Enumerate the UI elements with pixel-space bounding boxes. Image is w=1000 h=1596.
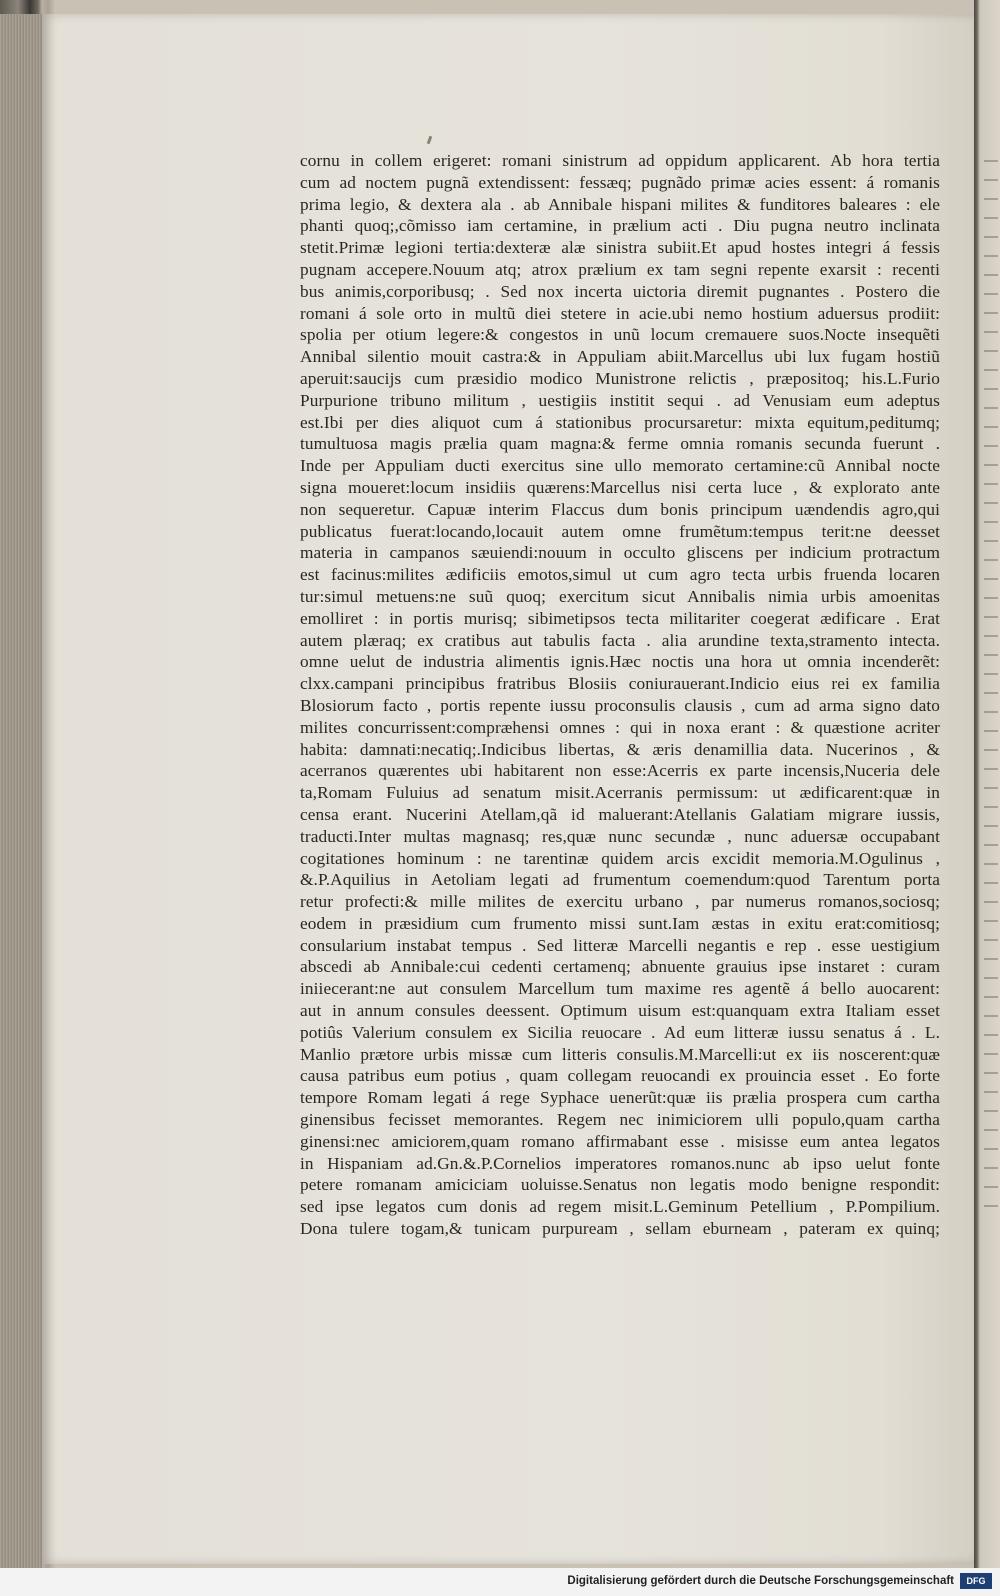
text-line: traducti.Inter multas magnasq; res,quæ nunc secundæ , nunc aduersæ occupabant [300,826,940,846]
text-line: censa erant. Nucerini Atellam,qã id maluerant:Atellanis Galatiam migrare iussis, [300,804,940,824]
text-line: cum ad noctem pugnã extendissent: fessæq; pugnãdo primæ acies essent: á romanis [300,172,940,192]
text-line: omne uelut de industria alimentis ignis.Hæc noctis una hora ut omnia incenderẽt: [300,652,940,672]
text-line: tur:simul metuens:ne suũ quoq; exercitum sicut Annibalis nimia urbis amoenitas [300,586,940,606]
text-line: cornu in collem erigeret: romani sinistrum ad oppidum applicarent. Ab hora tertia [300,151,940,170]
text-line: consularium instabat tempus . Sed litteræ Marcelli negantis e rep . esse uestigium [300,935,940,955]
text-line: autem plæraq; ex cratibus aut tabulis facta . alia arundine texta,stramento intecta. [300,630,940,650]
text-line: ginensi:nec amiciorem,quam romano affirmabant esse . misisse eum antea legatos [300,1131,940,1151]
text-line: Dona tulere togam,& tunicam purpuream , sellam eburneam , pateram ex quinq; [300,1219,940,1239]
text-line: clxx.campani principibus fratribus Blosiis coniurauerant.Indicio eius rei ex familia [300,674,940,694]
text-line: acerranos quærentes ubi habitarent non esse:Acerris ex parte incensis,Nuceria dele [300,761,940,781]
text-line: romani á sole orto in multũ diei stetere in acie.ubi nemo hostium aduersus prodiit: [300,303,940,323]
footer-bar [0,1568,1000,1596]
text-line: stetit.Primæ legioni tertia:dexteræ alæ sinistra subiit.Et apud hostes integri á fessis [300,238,940,258]
text-block [300,150,940,1240]
text-line: ginensibus fecisset memorantes. Regem nec inimiciorem ulli populo,quam cartha [300,1110,940,1130]
text-line: Inde per Appuliam ducti exercitus sine ullo memorato certamine:cũ Annibal nocte [300,456,940,476]
text-line: habita: damnati:necatiq;.Indicibus libertas, & æris denamillia data. Nucerinos , & [300,739,940,759]
dfg-logo-icon: DFG [960,1573,992,1589]
text-line: Annibal silentio mouit castra:& in Appuliam abiit.Marcellus ubi lux fugam hostiũ [300,347,940,367]
text-line: in Hispaniam ad.Gn.&.P.Cornelios imperatores romanos.nunc ab ipso uelut fonte [300,1153,940,1173]
text-line: sed ipse legatos cum donis ad regem misit.L.Geminum Petellium , P.Pompilium. [300,1197,940,1217]
text-line: Purpurione tribuno militum , uestigiis institit sequi . ad Venusiam eum adeptus [300,390,940,410]
text-line: milites concurrissent:compræhensi omnes : qui in noxa erant : & quæstione acriter [300,717,940,737]
text-line: est facinus:milites ædificiis emotos,simul ut cum agro tecta urbis fruenda locaren [300,565,940,585]
text-line: potiûs Valerium consulem ex Sicilia reuocare . Ad eum litteræ iussu senatus á . L. [300,1022,940,1042]
facing-page-edge [974,0,1000,1568]
text-line: tumultuosa magis prælia quam magna:& ferme omnia romanis secunda fuerunt . [300,434,940,454]
text-line: iniiecerant:ne aut consulem Marcellum tum maxime res agentẽ á bello auocarent: [300,979,940,999]
text-line: signa moueret:locum insidiis quærens:Marcellus nisi certa luce , & explorato ante [300,477,940,497]
text-line: emolliret : in portis murisq; sibimetipsos tecta militariter coegerat ædificare . Erat [300,608,940,628]
text-line: prima legio, & dextera ala . ab Annibale hispani milites & funditores baleares : ele [300,194,940,214]
text-line: Manlio prætore urbis missæ cum litteris consulis.M.Marcelli:ut ex iis noscerent:quæ [300,1044,940,1064]
text-line: non sequeretur. Capuæ interim Flaccus dum bonis principum uændendis agro,qui [300,499,940,519]
text-line: publicatus fuerat:locando,locauit autem omne frumẽtum:tempus terit:ne deesset [300,521,940,541]
text-line: pugnam accepere.Nouum atq; atrox prælium ex tam segni repente exarsit : recenti [300,259,940,279]
text-line: phanti quoq;,cõmisso iam certamine, in prælium acti . Diu pugna neutro inclinata [300,216,940,236]
text-line: spolia per otium legere:& congestos in unũ locum cremauere suos.Nocte insequẽti [300,325,940,345]
book-edge [0,14,42,1568]
text-line: bus animis,corporibusq; . Sed nox incerta uictoria diremit pugnantes . Postero die [300,281,940,301]
text-line: abscedi ab Annibale:cui cedenti certamenq; abnuente grauius ipse instaret : curam [300,957,940,977]
text-line: petere romanam amiciciam uoluisse.Senatus non legatis modo benigne respondit: [300,1175,940,1195]
text-line: &.P.Aquilius in Aetoliam legati ad frumentum coemendum:quod Tarentum porta [300,870,940,890]
text-line: ta,Romam Fuluius ad senatum misit.Acerranis permissum: ut ædificarent:quæ in [300,783,940,803]
ink-mark [427,136,433,145]
footer-credit: Digitalisierung gefördert durch die Deutsche Forschungsgemeinschaft [567,1575,954,1587]
text-line: cogitationes hominum : ne tarentinæ quidem arcis excidit memoria.M.Ogulinus , [300,848,940,868]
text-line: aut in annum consules deessent. Optimum uisum est:quanquam extra Italiam esset [300,1001,940,1021]
text-line: tempore Romam legati á rege Syphace uenerũt:quæ iis prælia prospera cum cartha [300,1088,940,1108]
text-line: causa patribus eum potius , quam collegam reuocandi ex prouincia esset . Eo forte [300,1066,940,1086]
text-line: est.Ibi per dies aliquot cum á stationibus procursaretur: mixta equitum,peditumq; [300,412,940,432]
text-line: materia in campanos sæuiendi:nouum in occulto gliscens per indicium protractum [300,543,940,563]
facing-page-text [984,160,998,1210]
text-line: eodem in præsidium cum frumento missi sunt.Iam æstas in exitu erat:comitiosq; [300,913,940,933]
text-line: Blosiorum facto , portis repente iussu proconsulis clausis , cum ad arma signo dato [300,695,940,715]
text-line: retur profecti:& mille milites de exercitu urbano , par numerus romanos,sociosq; [300,892,940,912]
text-line: aperuit:saucijs cum præsidio modico Munistrone relictis , præpositoq; his.L.Furio [300,368,940,388]
